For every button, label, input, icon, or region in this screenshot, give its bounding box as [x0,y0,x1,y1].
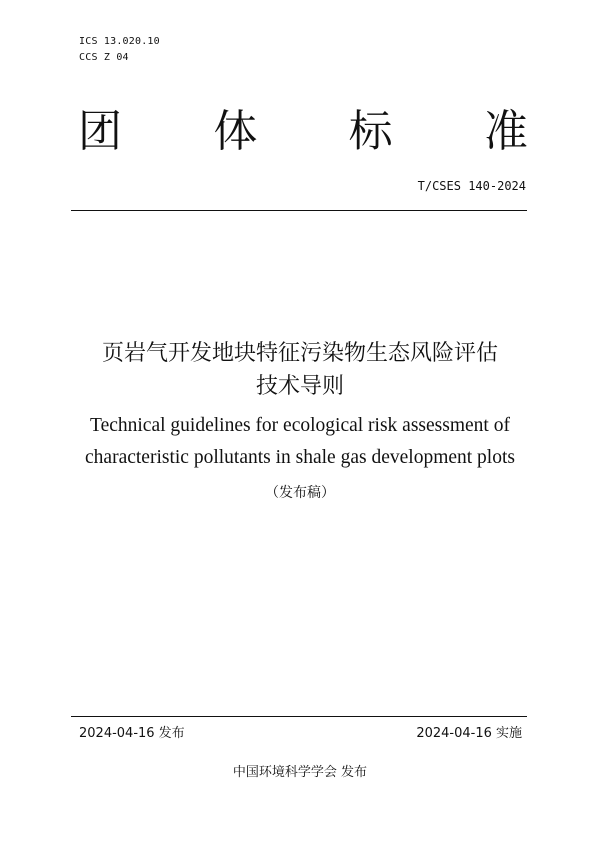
ccs-code: CCS Z 04 [79,52,129,63]
chinese-title [40,337,560,403]
footer-divider [71,716,527,717]
heading-char: 团 [78,106,122,157]
draft-status: （发布稿） [265,485,335,501]
chinese-title-line: 技术导则 [255,374,344,399]
heading-char: 体 [213,106,258,157]
publish-date: 2024-04-16 发布 [79,726,185,741]
standard-code: T/CSES 140-2024 [417,179,526,193]
heading-char: 准 [483,106,528,157]
document-category-heading [78,104,528,160]
ics-code: ICS 13.020.10 [79,36,160,47]
implement-date: 2024-04-16 实施 [416,726,522,741]
english-title [40,410,560,474]
english-title-line: characteristic pollutants in shale gas development plots [85,447,515,468]
heading-char: 标 [348,106,393,157]
english-title-line: Technical guidelines for ecological risk assessment of [90,415,510,436]
publisher: 中国环境科学学会 发布 [232,765,368,780]
header-divider [71,210,527,211]
chinese-title-line: 页岩气开发地块特征污染物生态风险评估 [101,341,498,366]
